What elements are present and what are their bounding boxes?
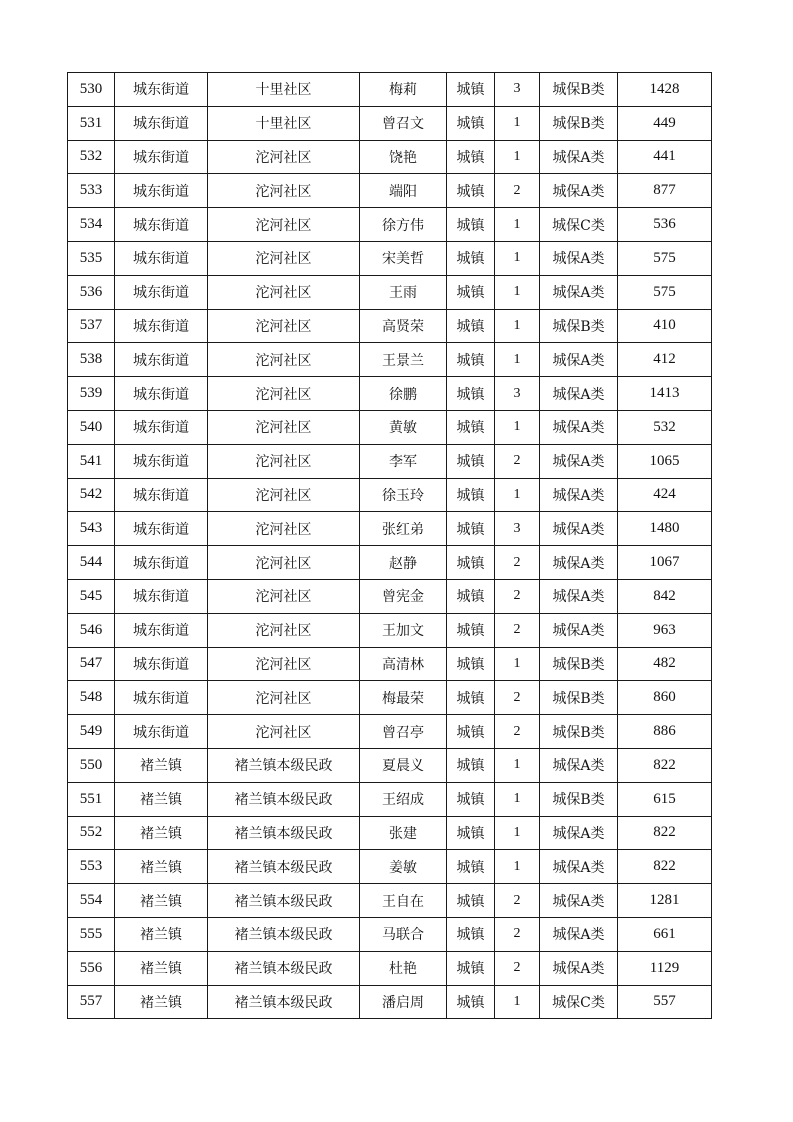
street-cell: 城东街道 xyxy=(115,512,208,546)
row-number: 546 xyxy=(68,613,115,647)
category-cell: 城保A类 xyxy=(540,748,618,782)
amount-cell: 661 xyxy=(618,917,712,951)
person-count-cell: 1 xyxy=(495,782,540,816)
row-number: 543 xyxy=(68,512,115,546)
amount-cell: 412 xyxy=(618,343,712,377)
person-count-cell: 1 xyxy=(495,850,540,884)
street-cell: 城东街道 xyxy=(115,410,208,444)
amount-cell: 822 xyxy=(618,850,712,884)
street-cell: 褚兰镇 xyxy=(115,748,208,782)
person-count-cell: 1 xyxy=(495,985,540,1019)
table-row xyxy=(68,782,712,816)
amount-cell: 1413 xyxy=(618,377,712,411)
person-count-cell: 1 xyxy=(495,647,540,681)
community-cell: 褚兰镇本级民政 xyxy=(208,816,360,850)
household-type-cell: 城镇 xyxy=(447,546,495,580)
community-cell: 沱河社区 xyxy=(208,579,360,613)
community-cell: 沱河社区 xyxy=(208,241,360,275)
street-cell: 城东街道 xyxy=(115,613,208,647)
amount-cell: 424 xyxy=(618,478,712,512)
table-row xyxy=(68,546,712,580)
street-cell: 城东街道 xyxy=(115,647,208,681)
category-cell: 城保C类 xyxy=(540,985,618,1019)
table-row xyxy=(68,275,712,309)
street-cell: 城东街道 xyxy=(115,275,208,309)
category-cell: 城保A类 xyxy=(540,917,618,951)
amount-cell: 575 xyxy=(618,241,712,275)
person-count-cell: 2 xyxy=(495,546,540,580)
person-count-cell: 2 xyxy=(495,951,540,985)
amount-cell: 536 xyxy=(618,208,712,242)
household-type-cell: 城镇 xyxy=(447,174,495,208)
row-number: 537 xyxy=(68,309,115,343)
street-cell: 褚兰镇 xyxy=(115,951,208,985)
street-cell: 褚兰镇 xyxy=(115,884,208,918)
category-cell: 城保A类 xyxy=(540,140,618,174)
name-cell: 王自在 xyxy=(360,884,447,918)
table-row xyxy=(68,309,712,343)
name-cell: 高贤荣 xyxy=(360,309,447,343)
name-cell: 徐鹏 xyxy=(360,377,447,411)
household-type-cell: 城镇 xyxy=(447,647,495,681)
street-cell: 城东街道 xyxy=(115,241,208,275)
row-number: 549 xyxy=(68,715,115,749)
category-cell: 城保A类 xyxy=(540,444,618,478)
person-count-cell: 1 xyxy=(495,208,540,242)
household-type-cell: 城镇 xyxy=(447,579,495,613)
table-row xyxy=(68,478,712,512)
person-count-cell: 1 xyxy=(495,241,540,275)
category-cell: 城保A类 xyxy=(540,951,618,985)
name-cell: 王绍成 xyxy=(360,782,447,816)
amount-cell: 822 xyxy=(618,748,712,782)
amount-cell: 1065 xyxy=(618,444,712,478)
community-cell: 褚兰镇本级民政 xyxy=(208,782,360,816)
category-cell: 城保A类 xyxy=(540,512,618,546)
table-row xyxy=(68,816,712,850)
row-number: 557 xyxy=(68,985,115,1019)
name-cell: 宋美哲 xyxy=(360,241,447,275)
street-cell: 城东街道 xyxy=(115,73,208,107)
name-cell: 曾宪金 xyxy=(360,579,447,613)
community-cell: 褚兰镇本级民政 xyxy=(208,884,360,918)
person-count-cell: 1 xyxy=(495,816,540,850)
household-type-cell: 城镇 xyxy=(447,140,495,174)
table-row xyxy=(68,715,712,749)
person-count-cell: 3 xyxy=(495,73,540,107)
table-row xyxy=(68,850,712,884)
table-row xyxy=(68,512,712,546)
name-cell: 徐玉玲 xyxy=(360,478,447,512)
street-cell: 褚兰镇 xyxy=(115,985,208,1019)
person-count-cell: 1 xyxy=(495,478,540,512)
category-cell: 城保A类 xyxy=(540,546,618,580)
street-cell: 城东街道 xyxy=(115,579,208,613)
person-count-cell: 1 xyxy=(495,106,540,140)
name-cell: 杜艳 xyxy=(360,951,447,985)
person-count-cell: 1 xyxy=(495,309,540,343)
person-count-cell: 2 xyxy=(495,579,540,613)
community-cell: 沱河社区 xyxy=(208,647,360,681)
person-count-cell: 2 xyxy=(495,174,540,208)
community-cell: 沱河社区 xyxy=(208,512,360,546)
street-cell: 城东街道 xyxy=(115,174,208,208)
community-cell: 褚兰镇本级民政 xyxy=(208,917,360,951)
table-row xyxy=(68,748,712,782)
household-type-cell: 城镇 xyxy=(447,73,495,107)
community-cell: 沱河社区 xyxy=(208,174,360,208)
name-cell: 饶艳 xyxy=(360,140,447,174)
street-cell: 城东街道 xyxy=(115,343,208,377)
table-row xyxy=(68,951,712,985)
name-cell: 潘启周 xyxy=(360,985,447,1019)
row-number: 544 xyxy=(68,546,115,580)
person-count-cell: 2 xyxy=(495,681,540,715)
category-cell: 城保B类 xyxy=(540,681,618,715)
table-row xyxy=(68,647,712,681)
row-number: 539 xyxy=(68,377,115,411)
household-type-cell: 城镇 xyxy=(447,850,495,884)
amount-cell: 557 xyxy=(618,985,712,1019)
household-type-cell: 城镇 xyxy=(447,512,495,546)
table-row xyxy=(68,241,712,275)
name-cell: 梅莉 xyxy=(360,73,447,107)
amount-cell: 1129 xyxy=(618,951,712,985)
amount-cell: 575 xyxy=(618,275,712,309)
name-cell: 赵静 xyxy=(360,546,447,580)
name-cell: 王景兰 xyxy=(360,343,447,377)
table-body xyxy=(68,73,712,1019)
household-type-cell: 城镇 xyxy=(447,478,495,512)
amount-cell: 822 xyxy=(618,816,712,850)
name-cell: 姜敏 xyxy=(360,850,447,884)
name-cell: 端阳 xyxy=(360,174,447,208)
table-row xyxy=(68,884,712,918)
household-type-cell: 城镇 xyxy=(447,241,495,275)
household-type-cell: 城镇 xyxy=(447,917,495,951)
amount-cell: 963 xyxy=(618,613,712,647)
community-cell: 十里社区 xyxy=(208,106,360,140)
community-cell: 沱河社区 xyxy=(208,275,360,309)
community-cell: 褚兰镇本级民政 xyxy=(208,951,360,985)
household-type-cell: 城镇 xyxy=(447,715,495,749)
amount-cell: 842 xyxy=(618,579,712,613)
household-type-cell: 城镇 xyxy=(447,106,495,140)
community-cell: 沱河社区 xyxy=(208,343,360,377)
household-type-cell: 城镇 xyxy=(447,309,495,343)
household-type-cell: 城镇 xyxy=(447,377,495,411)
amount-cell: 441 xyxy=(618,140,712,174)
row-number: 555 xyxy=(68,917,115,951)
amount-cell: 615 xyxy=(618,782,712,816)
row-number: 552 xyxy=(68,816,115,850)
table-row xyxy=(68,73,712,107)
row-number: 556 xyxy=(68,951,115,985)
row-number: 550 xyxy=(68,748,115,782)
row-number: 533 xyxy=(68,174,115,208)
person-count-cell: 2 xyxy=(495,917,540,951)
amount-cell: 1067 xyxy=(618,546,712,580)
category-cell: 城保A类 xyxy=(540,275,618,309)
row-number: 536 xyxy=(68,275,115,309)
person-count-cell: 1 xyxy=(495,410,540,444)
street-cell: 城东街道 xyxy=(115,106,208,140)
household-type-cell: 城镇 xyxy=(447,748,495,782)
table-row xyxy=(68,343,712,377)
row-number: 547 xyxy=(68,647,115,681)
category-cell: 城保A类 xyxy=(540,241,618,275)
amount-cell: 410 xyxy=(618,309,712,343)
name-cell: 夏晨义 xyxy=(360,748,447,782)
amount-cell: 1480 xyxy=(618,512,712,546)
person-count-cell: 2 xyxy=(495,884,540,918)
row-number: 545 xyxy=(68,579,115,613)
household-type-cell: 城镇 xyxy=(447,444,495,478)
community-cell: 沱河社区 xyxy=(208,715,360,749)
person-count-cell: 1 xyxy=(495,140,540,174)
category-cell: 城保B类 xyxy=(540,715,618,749)
person-count-cell: 3 xyxy=(495,512,540,546)
community-cell: 沱河社区 xyxy=(208,140,360,174)
community-cell: 沱河社区 xyxy=(208,410,360,444)
household-type-cell: 城镇 xyxy=(447,681,495,715)
person-count-cell: 2 xyxy=(495,613,540,647)
name-cell: 曾召亭 xyxy=(360,715,447,749)
household-type-cell: 城镇 xyxy=(447,782,495,816)
amount-cell: 449 xyxy=(618,106,712,140)
row-number: 551 xyxy=(68,782,115,816)
street-cell: 褚兰镇 xyxy=(115,917,208,951)
amount-cell: 1281 xyxy=(618,884,712,918)
row-number: 541 xyxy=(68,444,115,478)
table-row xyxy=(68,681,712,715)
household-type-cell: 城镇 xyxy=(447,884,495,918)
row-number: 548 xyxy=(68,681,115,715)
category-cell: 城保C类 xyxy=(540,208,618,242)
table-row xyxy=(68,106,712,140)
table-row xyxy=(68,579,712,613)
table-row xyxy=(68,985,712,1019)
person-count-cell: 3 xyxy=(495,377,540,411)
row-number: 553 xyxy=(68,850,115,884)
amount-cell: 1428 xyxy=(618,73,712,107)
community-cell: 沱河社区 xyxy=(208,208,360,242)
community-cell: 褚兰镇本级民政 xyxy=(208,985,360,1019)
category-cell: 城保B类 xyxy=(540,106,618,140)
row-number: 532 xyxy=(68,140,115,174)
beneficiary-table xyxy=(67,72,712,1019)
household-type-cell: 城镇 xyxy=(447,410,495,444)
table-row xyxy=(68,140,712,174)
community-cell: 沱河社区 xyxy=(208,309,360,343)
name-cell: 张建 xyxy=(360,816,447,850)
amount-cell: 860 xyxy=(618,681,712,715)
name-cell: 黄敏 xyxy=(360,410,447,444)
category-cell: 城保B类 xyxy=(540,309,618,343)
street-cell: 城东街道 xyxy=(115,681,208,715)
table-row xyxy=(68,174,712,208)
household-type-cell: 城镇 xyxy=(447,985,495,1019)
table-row xyxy=(68,377,712,411)
community-cell: 沱河社区 xyxy=(208,546,360,580)
name-cell: 高清林 xyxy=(360,647,447,681)
street-cell: 城东街道 xyxy=(115,478,208,512)
category-cell: 城保A类 xyxy=(540,850,618,884)
community-cell: 褚兰镇本级民政 xyxy=(208,850,360,884)
name-cell: 曾召文 xyxy=(360,106,447,140)
household-type-cell: 城镇 xyxy=(447,343,495,377)
street-cell: 褚兰镇 xyxy=(115,782,208,816)
row-number: 530 xyxy=(68,73,115,107)
street-cell: 城东街道 xyxy=(115,140,208,174)
row-number: 531 xyxy=(68,106,115,140)
person-count-cell: 1 xyxy=(495,748,540,782)
street-cell: 褚兰镇 xyxy=(115,850,208,884)
category-cell: 城保A类 xyxy=(540,377,618,411)
name-cell: 李军 xyxy=(360,444,447,478)
table-row xyxy=(68,410,712,444)
category-cell: 城保A类 xyxy=(540,579,618,613)
name-cell: 马联合 xyxy=(360,917,447,951)
street-cell: 褚兰镇 xyxy=(115,816,208,850)
table-row xyxy=(68,208,712,242)
row-number: 554 xyxy=(68,884,115,918)
street-cell: 城东街道 xyxy=(115,715,208,749)
amount-cell: 877 xyxy=(618,174,712,208)
household-type-cell: 城镇 xyxy=(447,208,495,242)
category-cell: 城保A类 xyxy=(540,478,618,512)
name-cell: 王加文 xyxy=(360,613,447,647)
name-cell: 梅最荣 xyxy=(360,681,447,715)
category-cell: 城保A类 xyxy=(540,884,618,918)
name-cell: 张红弟 xyxy=(360,512,447,546)
street-cell: 城东街道 xyxy=(115,546,208,580)
person-count-cell: 1 xyxy=(495,275,540,309)
row-number: 535 xyxy=(68,241,115,275)
category-cell: 城保A类 xyxy=(540,410,618,444)
category-cell: 城保A类 xyxy=(540,174,618,208)
name-cell: 王雨 xyxy=(360,275,447,309)
category-cell: 城保A类 xyxy=(540,816,618,850)
community-cell: 沱河社区 xyxy=(208,681,360,715)
category-cell: 城保B类 xyxy=(540,782,618,816)
category-cell: 城保A类 xyxy=(540,613,618,647)
amount-cell: 482 xyxy=(618,647,712,681)
row-number: 540 xyxy=(68,410,115,444)
amount-cell: 886 xyxy=(618,715,712,749)
row-number: 534 xyxy=(68,208,115,242)
street-cell: 城东街道 xyxy=(115,377,208,411)
community-cell: 沱河社区 xyxy=(208,444,360,478)
household-type-cell: 城镇 xyxy=(447,816,495,850)
category-cell: 城保A类 xyxy=(540,343,618,377)
table-row xyxy=(68,444,712,478)
person-count-cell: 2 xyxy=(495,444,540,478)
household-type-cell: 城镇 xyxy=(447,613,495,647)
street-cell: 城东街道 xyxy=(115,208,208,242)
person-count-cell: 1 xyxy=(495,343,540,377)
row-number: 542 xyxy=(68,478,115,512)
name-cell: 徐方伟 xyxy=(360,208,447,242)
street-cell: 城东街道 xyxy=(115,309,208,343)
street-cell: 城东街道 xyxy=(115,444,208,478)
community-cell: 沱河社区 xyxy=(208,377,360,411)
person-count-cell: 2 xyxy=(495,715,540,749)
household-type-cell: 城镇 xyxy=(447,275,495,309)
community-cell: 沱河社区 xyxy=(208,613,360,647)
community-cell: 沱河社区 xyxy=(208,478,360,512)
category-cell: 城保B类 xyxy=(540,647,618,681)
row-number: 538 xyxy=(68,343,115,377)
table-row xyxy=(68,917,712,951)
community-cell: 褚兰镇本级民政 xyxy=(208,748,360,782)
amount-cell: 532 xyxy=(618,410,712,444)
community-cell: 十里社区 xyxy=(208,73,360,107)
household-type-cell: 城镇 xyxy=(447,951,495,985)
category-cell: 城保B类 xyxy=(540,73,618,107)
table-row xyxy=(68,613,712,647)
